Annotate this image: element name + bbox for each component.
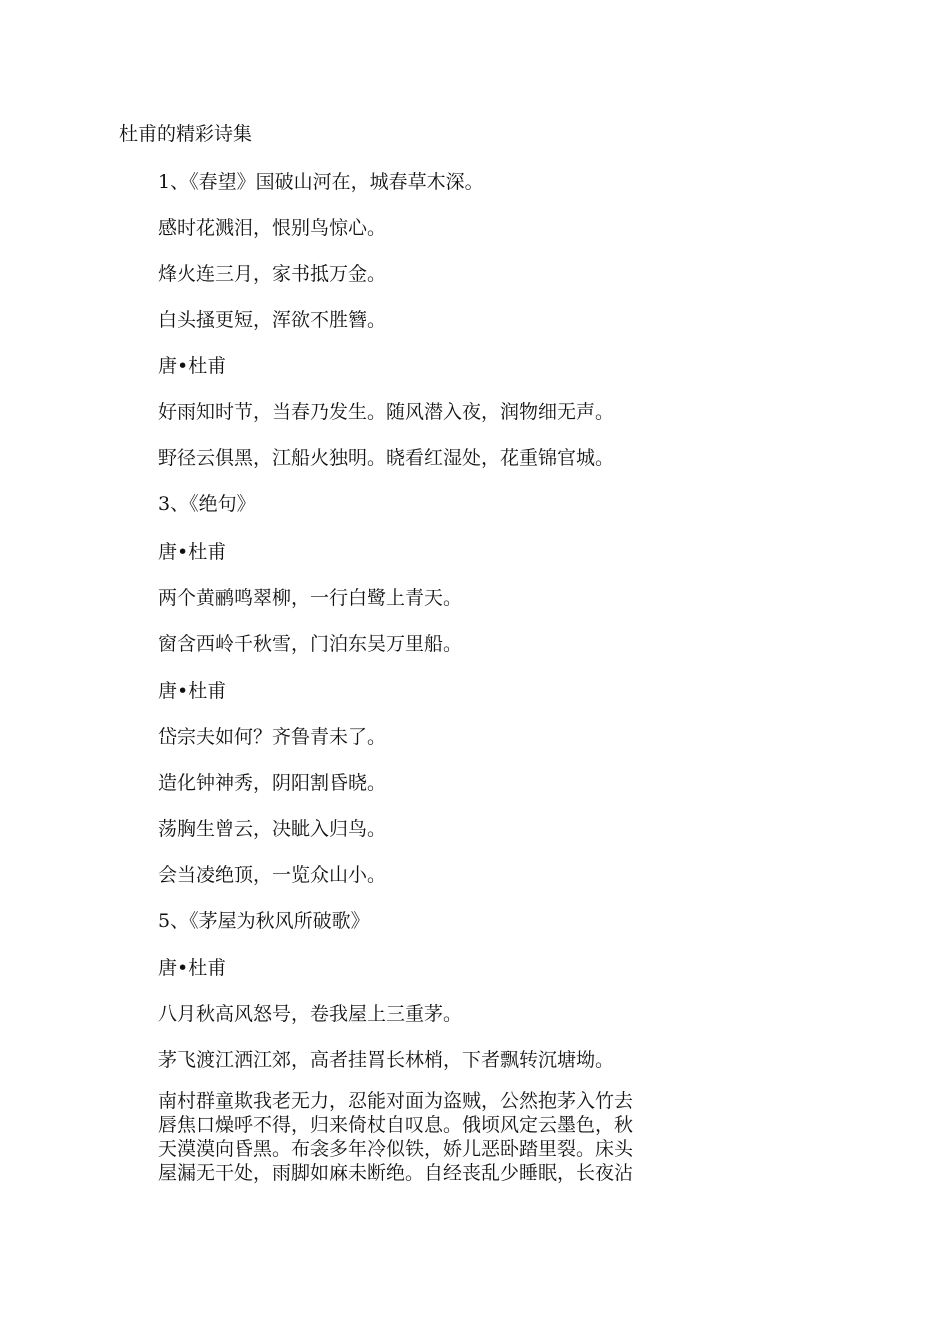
poem-line: 岱宗夫如何？齐鲁青未了。 <box>158 726 387 748</box>
poem-line: 野径云俱黑，江船火独明。晓看红湿处，花重锦官城。 <box>158 447 615 469</box>
poem-heading: 5、《茅屋为秋风所破歌》 <box>158 910 370 932</box>
poem-line: 造化钟神秀，阴阳割昏晓。 <box>158 772 387 794</box>
poem-paragraph <box>158 1089 678 1185</box>
poem-line: 两个黄鹂鸣翠柳，一行白鹭上青天。 <box>158 587 463 609</box>
paragraph-line: 屋漏无干处，雨脚如麻未断绝。自经丧乱少睡眠，长夜沾 <box>158 1162 634 1184</box>
poem-line: 感时花溅泪，恨别鸟惊心。 <box>158 217 387 239</box>
poem-line: 茅飞渡江洒江郊，高者挂罥长林梢，下者飘转沉塘坳。 <box>158 1049 615 1071</box>
poem-heading: 3、《绝句》 <box>158 493 256 515</box>
poem-line: 窗含西岭千秋雪，门泊东吴万里船。 <box>158 633 463 655</box>
paragraph-line: 天漠漠向昏黑。布衾多年冷似铁，娇儿恶卧踏里裂。床头 <box>158 1138 634 1160</box>
paragraph-line: 唇焦口燥呼不得，归来倚杖自叹息。俄顷风定云墨色，秋 <box>158 1114 634 1136</box>
poem-line: 1、《春望》国破山河在，城春草木深。 <box>158 171 484 193</box>
poem-line: 会当凌绝顶，一览众山小。 <box>158 864 387 886</box>
poem-line: 烽火连三月，家书抵万金。 <box>158 263 387 285</box>
poem-author: 唐•杜甫 <box>158 355 227 377</box>
document-title: 杜甫的精彩诗集 <box>119 123 253 145</box>
poem-line: 白头搔更短，浑欲不胜簪。 <box>158 309 387 331</box>
poem-author: 唐•杜甫 <box>158 957 227 979</box>
poem-author: 唐•杜甫 <box>158 680 227 702</box>
paragraph-line: 南村群童欺我老无力，忍能对面为盗贼，公然抱茅入竹去 <box>158 1090 634 1112</box>
poem-line: 八月秋高风怒号，卷我屋上三重茅。 <box>158 1003 463 1025</box>
poem-line: 好雨知时节，当春乃发生。随风潜入夜，润物细无声。 <box>158 401 615 423</box>
poem-line: 荡胸生曾云，决眦入归鸟。 <box>158 818 387 840</box>
poem-author: 唐•杜甫 <box>158 541 227 563</box>
